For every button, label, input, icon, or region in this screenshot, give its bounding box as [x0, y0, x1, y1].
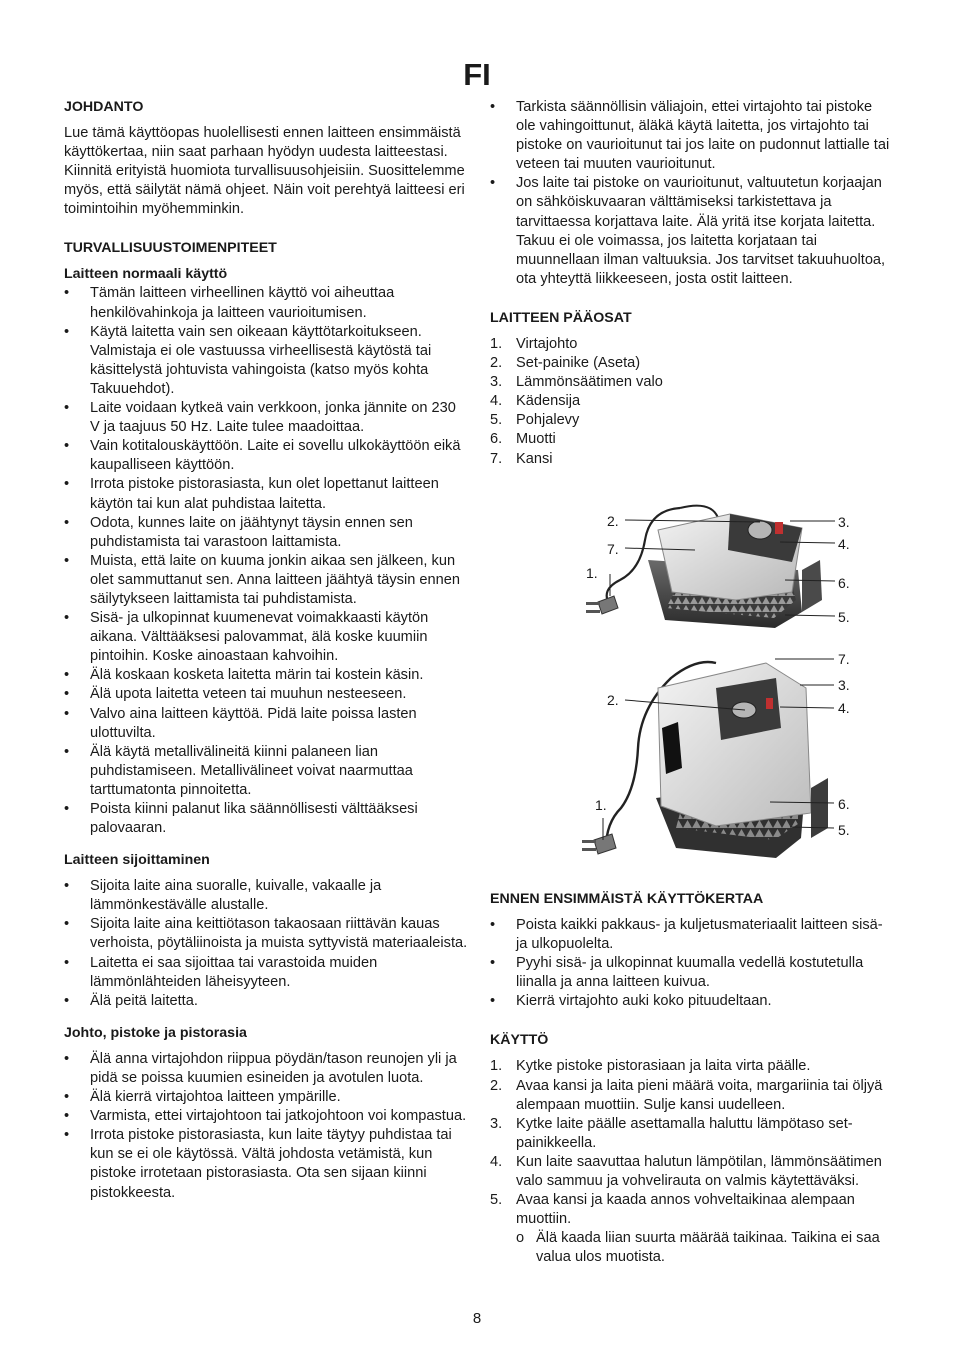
bullet-icon: •	[64, 514, 70, 531]
list-item-text: Sijoita laite aina suoralle, kuivalle, vakaalle ja lämmönkestävälle alustalle.	[90, 878, 382, 914]
list-item-text: Avaa kansi ja laita pieni määrä voita, margariinia tai öljyä alempaan muottiin. Sulje kansi uudelleen.	[516, 1077, 883, 1113]
before-first-use-list	[490, 916, 890, 1011]
right-column	[490, 98, 890, 469]
list-item-number: 2.	[490, 355, 503, 372]
list-item	[490, 992, 890, 1011]
list-item-text: Muotti	[516, 431, 556, 448]
list-item	[490, 1153, 890, 1191]
cord-heading: Johto, pistoke ja pistorasia	[64, 1024, 247, 1041]
bullet-icon: •	[64, 323, 70, 340]
bullet-icon: •	[490, 99, 496, 115]
use-sub-list	[490, 1229, 890, 1267]
list-item	[490, 1115, 890, 1153]
list-item-text: Irrota pistoke pistorasiasta, kun laite täytyy puhdistaa tai kun se ei ole käytössä. Vältä johdosta vetämistä, kun pistoke irrotetaan pistorasiasta. Ota sen sijaan kiinni pistokkeesta.	[90, 1127, 452, 1201]
list-item-text: Muista, että laite on kuuma jonkin aikaa sen jälkeen, kun olet sammuttanut sen. Anna laitteen jäähtyä täysin ennen säilytykseen laittamista tai puhdistamista.	[90, 552, 460, 607]
bullet-icon: •	[64, 1108, 70, 1125]
list-item	[490, 373, 890, 392]
fig2-label-5: 5.	[838, 822, 850, 838]
list-item-text: Vain kotitalouskäyttöön. Laite ei sovellu ulkokäyttöön eikä kaupalliseen käyttöön.	[90, 438, 461, 474]
bullet-icon: •	[64, 705, 70, 722]
list-item	[64, 552, 469, 609]
fig1-label-5: 5.	[838, 609, 850, 625]
list-item-text: Kytke pistoke pistorasiaan ja laita virta päälle.	[516, 1058, 811, 1075]
list-item-number: 4.	[490, 393, 503, 410]
fig1-label-6: 6.	[838, 575, 850, 591]
fig1-leader-lines	[600, 500, 850, 630]
use-list	[490, 1057, 890, 1229]
list-item-text: Jos laite tai pistoke on vaurioitunut, valtuutetun korjaajan on sähköiskuvaaran välttämiseksi tarkistettava ja tarvittaessa korjattava laite. Älä yritä itse korjata laitetta. Takuu ei ole voimassa, jos laitetta korjataan tai muunnellaan ilman valtuuksia. Jos tarvitset takuuhuoltoa, ota yhteyttä liikkeeseen, josta ostit laitteen.	[516, 175, 886, 287]
list-item	[64, 743, 469, 800]
fig2-label-4: 4.	[838, 700, 850, 716]
list-item-text: Älä upota laitetta veteen tai muuhun nesteeseen.	[90, 686, 407, 703]
list-item	[64, 915, 469, 953]
placement-heading: Laitteen sijoittaminen	[64, 852, 210, 869]
list-item	[64, 666, 469, 685]
fig1-label-2: 2.	[607, 513, 619, 529]
list-item-text: Pohjalevy	[516, 412, 580, 429]
normal-use-list	[64, 284, 469, 838]
bullet-icon: •	[64, 285, 70, 302]
bullet-icon: •	[64, 743, 70, 760]
list-item	[490, 916, 890, 954]
list-item	[490, 1077, 890, 1115]
intro-text: Lue tämä käyttöopas huolellisesti ennen laitteen ensimmäistä käyttökertaa, niin saat parhaan hyödyn uudesta laitteestasi. Kiinnitä erityistä huomiota turvallisuusohjeisiin. Suosittelemme myös, että säilytät nämä ohjeet. Näin voit perehtyä laitteesi eri toimintoihin myöhemminkin.	[64, 125, 465, 218]
list-item-text: Laitetta ei saa sijoittaa tai varastoida muiden lämmönlähteiden läheisyyteen.	[90, 954, 378, 990]
list-item-text: Kansi	[516, 450, 553, 467]
list-item-number: 5.	[490, 412, 503, 429]
fig2-label-7: 7.	[838, 651, 850, 667]
list-item-text: Älä kaada liian suurta määrää taikinaa. Taikina ei saa valua ulos muotista.	[536, 1230, 880, 1266]
list-item	[64, 475, 469, 513]
normal-use-heading: Laitteen normaali käyttö	[64, 266, 228, 283]
list-item	[490, 1191, 890, 1229]
list-item	[490, 335, 890, 354]
list-item	[64, 323, 469, 399]
bullet-icon: •	[490, 917, 496, 933]
bullet-icon: •	[64, 438, 70, 455]
list-item-text: Set-painike (Aseta)	[516, 355, 641, 372]
bullet-icon: •	[64, 1089, 70, 1106]
list-item	[490, 954, 890, 992]
list-item	[490, 354, 890, 373]
fig2-leader-lines	[600, 650, 850, 840]
list-item	[64, 514, 469, 552]
list-item-number: 5.	[490, 1192, 503, 1209]
list-item	[64, 1088, 469, 1107]
fig2-label-2: 2.	[607, 692, 619, 708]
left-column	[64, 98, 469, 1203]
list-item	[64, 609, 469, 666]
list-item-text: Älä peitä laitetta.	[90, 992, 198, 1009]
list-item-text: Tämän laitteen virheellinen käyttö voi aiheuttaa henkilövahinkoja ja laitteen vaurioitumisen.	[90, 285, 395, 321]
list-item-number: 2.	[490, 1077, 503, 1094]
list-item	[490, 411, 890, 430]
list-item	[64, 1107, 469, 1126]
list-item	[64, 705, 469, 743]
list-item-text: Odota, kunnes laite on jäähtynyt täysin ennen sen puhdistamista tai varastoon laittamista.	[90, 514, 413, 550]
bullet-icon: •	[64, 686, 70, 703]
list-item-text: Tarkista säännöllisin väliajoin, ettei virtajohto tai pistoke ole vahingoittunut, äläkä käytä laitetta, jos virtajohto tai pistoke on vaurioitunut tai jos laite on pudonnut lattialle tai veteen tai muuten vaurioitunut.	[516, 99, 890, 173]
list-item-number: 4.	[490, 1153, 503, 1170]
bullet-icon: •	[490, 175, 496, 192]
list-item	[64, 284, 469, 322]
list-item-text: Lämmönsäätimen valo	[516, 374, 663, 391]
language-code: FI	[463, 57, 491, 92]
cord-list	[64, 1050, 469, 1203]
list-item-number: 6.	[490, 431, 503, 448]
bullet-icon: •	[490, 955, 496, 972]
list-item-text: Älä käytä metallivälineitä kiinni palaneen lian puhdistamiseen. Metallivälineet voivat naarmuttaa tarttumatonta pinnoitetta.	[90, 743, 413, 798]
list-item-text: Avaa kansi ja kaada annos vohveltaikinaa alempaan muottiin.	[516, 1192, 855, 1228]
fig1-label-3: 3.	[838, 514, 850, 530]
parts-list	[490, 335, 890, 469]
fig2-label-1: 1.	[595, 797, 607, 813]
list-item-number: 7.	[490, 450, 503, 467]
list-item	[64, 954, 469, 992]
list-item	[490, 98, 890, 174]
list-item-text: Pyyhi sisä- ja ulkopinnat kuumalla vedellä kostutetulla liinalla ja anna laitteen kuivua.	[516, 955, 864, 991]
fig1-label-4: 4.	[838, 536, 850, 552]
parts-heading: LAITTEEN PÄÄOSAT	[490, 309, 632, 326]
bullet-icon: •	[64, 667, 70, 684]
list-item-text: Poista kiinni palanut lika säännöllisesti välttääksesi palovaaran.	[90, 801, 418, 837]
right-column-lower	[490, 890, 890, 1268]
list-item	[64, 800, 469, 838]
intro-heading: JOHDANTO	[64, 99, 144, 115]
list-item-text: Älä kierrä virtajohtoa laitteen ympärille.	[90, 1089, 341, 1106]
list-item	[490, 174, 890, 289]
list-item-text: Sisä- ja ulkopinnat kuumenevat voimakkaasti käytön aikana. Välttääksesi palovammat, älä koske kuumiin pintoihin. Koske ainoastaan kahvoihin.	[90, 610, 429, 665]
list-item-number: 1.	[490, 335, 503, 352]
list-item-text: Valvo aina laitteen käyttöä. Pidä laite poissa lasten ulottuvilta.	[90, 705, 417, 741]
list-item-text: Virtajohto	[516, 335, 578, 352]
list-item-text: Sijoita laite aina keittiötason takaosaan riittävän kauas verhoista, pöytäliinoista ja muista syttyvistä materiaaleista.	[90, 916, 468, 952]
use-heading: KÄYTTÖ	[490, 1032, 549, 1049]
list-item	[64, 1050, 469, 1088]
list-item-text: Kädensija	[516, 393, 581, 410]
list-item	[64, 992, 469, 1011]
before-first-use-heading: ENNEN ENSIMMÄISTÄ KÄYTTÖKERTAA	[490, 891, 764, 907]
safety-heading: TURVALLISUUSTOIMENPITEET	[64, 240, 277, 257]
list-item-text: Älä anna virtajohdon riippua pöydän/tason reunojen yli ja pidä se poissa kuumien esineiden ja avotulen luota.	[90, 1050, 457, 1086]
fig2-label-3: 3.	[838, 677, 850, 693]
list-item	[64, 437, 469, 475]
list-item-text: Älä koskaan kosketa laitetta märin tai kostein käsin.	[90, 667, 424, 684]
fig1-label-7: 7.	[607, 541, 619, 557]
list-item-number: 3.	[490, 1115, 503, 1132]
list-item-text: Varmista, ettei virtajohtoon tai jatkojohtoon voi kompastua.	[90, 1108, 467, 1125]
list-item-text: Kun laite saavuttaa halutun lämpötilan, lämmönsäätimen valo sammuu ja vohvelirauta on valmis käytettäväksi.	[516, 1153, 882, 1190]
list-item-text: Laite voidaan kytkeä vain verkkoon, jonka jännite on 230 V ja taajuus 50 Hz. Laite tulee maadoittaa.	[90, 400, 456, 436]
bullet-icon: •	[64, 916, 70, 933]
list-item-number: 1.	[490, 1058, 503, 1075]
list-item	[64, 685, 469, 704]
list-item	[490, 430, 890, 449]
list-item	[64, 399, 469, 437]
page-number: 8	[472, 1310, 482, 1327]
list-item-number: 3.	[490, 374, 503, 391]
fig2-label-6: 6.	[838, 796, 850, 812]
list-item	[64, 877, 469, 915]
list-item-text: Irrota pistoke pistorasiasta, kun olet lopettanut laitteen käytön tai kun alat puhdistaa laitetta.	[90, 476, 439, 512]
bullet-icon: •	[64, 400, 70, 417]
bullet-icon: •	[64, 954, 70, 971]
list-item	[64, 1126, 469, 1202]
list-item	[490, 1057, 890, 1076]
placement-list	[64, 877, 469, 1011]
list-item	[490, 392, 890, 411]
fig1-label-1: 1.	[586, 565, 598, 581]
bullet-icon: •	[64, 552, 70, 569]
bullet-icon: •	[490, 993, 496, 1010]
bullet-icon: •	[64, 610, 70, 627]
bullet-icon: •	[64, 801, 70, 817]
list-item-text: Kytke laite päälle asettamalla haluttu lämpötaso set-painikkeella.	[516, 1115, 853, 1151]
bullet-icon: •	[64, 1127, 70, 1144]
bullet-icon: •	[64, 1050, 70, 1067]
list-item-text: Kierrä virtajohto auki koko pituudeltaan.	[516, 993, 772, 1010]
list-item-text: Poista kaikki pakkaus- ja kuljetusmateriaalit laitteen sisä- ja ulkopuolelta.	[516, 917, 883, 953]
list-item	[490, 450, 890, 469]
bullet-icon: •	[64, 476, 70, 493]
list-item-text: Käytä laitetta vain sen oikeaan käyttötarkoitukseen. Valmistaja ei ole vastuussa virheellisestä käytöstä tai käsittelystä johtuvista vahingoista (katso myös kohta Takuuehdot).	[90, 323, 432, 397]
list-item-number: o	[516, 1230, 525, 1247]
bullet-icon: •	[64, 878, 70, 895]
list-item	[516, 1229, 890, 1267]
cord-list-continued	[490, 98, 890, 289]
bullet-icon: •	[64, 992, 70, 1009]
